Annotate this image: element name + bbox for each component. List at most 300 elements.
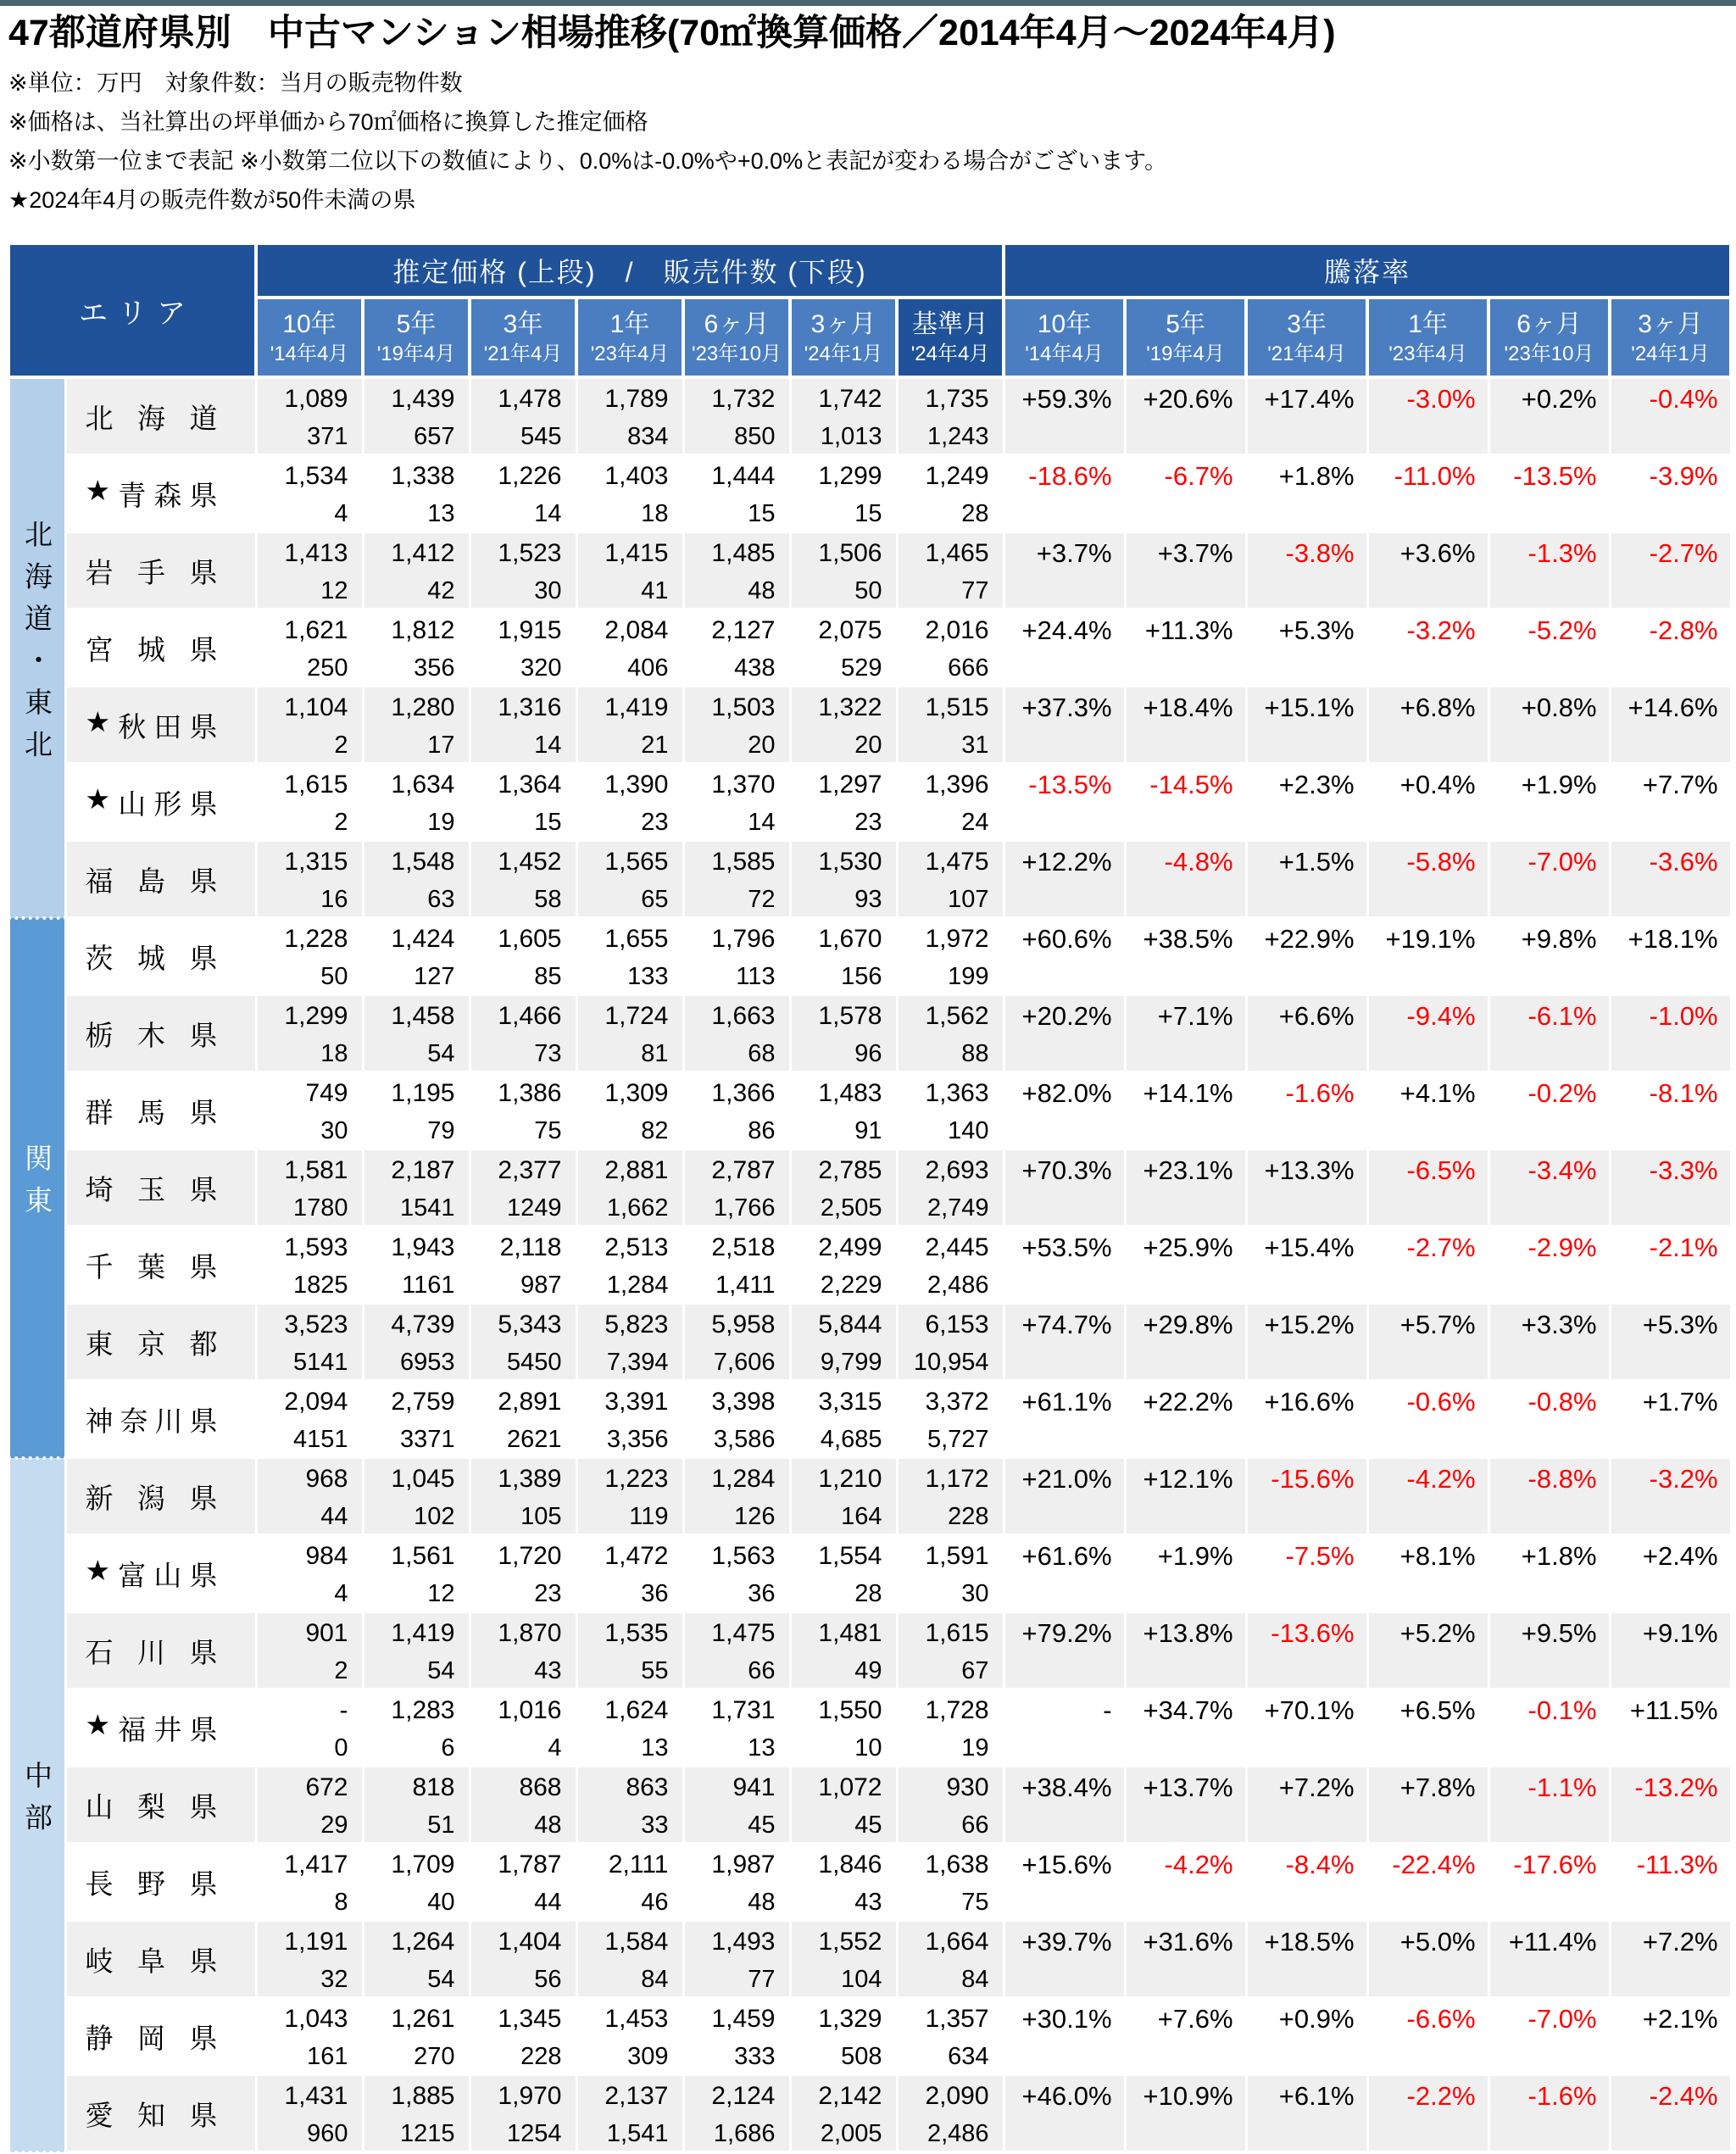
- rate-value: -18.6%: [1028, 461, 1112, 491]
- rate-value: -14.5%: [1149, 770, 1233, 799]
- price-count-cell: [683, 1227, 790, 1304]
- price-count-cell: [470, 1535, 576, 1612]
- price-count-cell: [683, 687, 790, 764]
- price-value: 1,453: [604, 2005, 669, 2033]
- rate-cell: [1367, 1535, 1488, 1612]
- price-count-cell: [576, 1072, 683, 1149]
- price-count-cell: [470, 764, 576, 841]
- price-value: 672: [305, 1773, 348, 1801]
- rate-value: +70.1%: [1264, 1695, 1355, 1725]
- prefecture-name-cell: [65, 1381, 256, 1458]
- price-column-header: [363, 298, 470, 377]
- listing-count: 19: [427, 809, 455, 836]
- price-count-cell: [363, 1844, 470, 1921]
- region-label: 中部: [21, 1761, 53, 1845]
- listing-count: 126: [734, 1503, 776, 1530]
- rate-value: -3.6%: [1649, 847, 1718, 877]
- price-value: 5,958: [711, 1311, 776, 1339]
- price-count-cell: [897, 455, 1004, 532]
- price-value: 4,739: [391, 1311, 455, 1339]
- prefecture-row: [8, 1458, 1731, 1535]
- price-count-cell: [470, 1921, 576, 1998]
- listing-count: 199: [948, 963, 989, 990]
- rate-value: -0.2%: [1527, 1078, 1597, 1108]
- price-count-cell: [897, 1458, 1004, 1535]
- price-count-cell: [470, 841, 576, 918]
- listing-count: 228: [520, 2043, 562, 2070]
- rate-value: +0.9%: [1278, 2004, 1355, 2034]
- rate-cell: [1125, 764, 1246, 841]
- price-value: 1,466: [498, 1002, 562, 1030]
- prefecture-name: 茨 城 県: [85, 942, 218, 974]
- prefecture-row: [8, 532, 1731, 609]
- listing-count: 54: [427, 1966, 455, 1993]
- column-date-label: '24年1月: [804, 342, 883, 365]
- price-count-cell: [576, 2075, 683, 2152]
- price-value: 3,391: [604, 1388, 669, 1416]
- prefecture-name: ★ 山 形 県: [85, 782, 218, 820]
- price-trend-table: [7, 242, 1733, 2154]
- price-value: 2,094: [284, 1388, 348, 1416]
- listing-count: 30: [534, 577, 562, 604]
- listing-count: 127: [414, 963, 455, 990]
- prefecture-row: [8, 995, 1731, 1072]
- prefecture-name: 愛 知 県: [85, 2099, 218, 2131]
- price-count-cell: [256, 1998, 363, 2075]
- price-value: 1,796: [711, 925, 776, 953]
- rate-value: -1.6%: [1527, 2081, 1597, 2111]
- rate-value: -22.4%: [1392, 1850, 1476, 1879]
- price-value: 1,638: [925, 1851, 989, 1878]
- price-value: 1,483: [818, 1079, 882, 1107]
- rate-cell: [1004, 1227, 1125, 1304]
- price-value: 1,415: [604, 539, 669, 567]
- listing-count: 987: [520, 1272, 562, 1299]
- rate-cell: [1488, 1998, 1610, 2075]
- listing-count: 67: [961, 1657, 989, 1684]
- price-value: 1,390: [604, 771, 669, 799]
- rate-value: -3.2%: [1649, 1464, 1718, 1494]
- listing-count: 1161: [402, 1272, 455, 1299]
- listing-count: 107: [948, 886, 989, 913]
- price-value: 2,513: [604, 1233, 669, 1261]
- rate-cell: [1610, 1458, 1731, 1535]
- listing-count: 13: [641, 1734, 669, 1762]
- rate-cell: [1004, 1072, 1125, 1149]
- price-value: 1,424: [391, 925, 455, 953]
- price-count-cell: [363, 687, 470, 764]
- price-column-header: [790, 298, 897, 377]
- rate-value: +34.7%: [1143, 1695, 1233, 1725]
- rate-value: -4.2%: [1164, 1850, 1233, 1879]
- rate-cell: [1004, 609, 1125, 687]
- listing-count: 657: [414, 423, 455, 450]
- price-value: 1,724: [604, 1002, 669, 1030]
- listing-count: 14: [748, 809, 776, 836]
- listing-count: 4151: [292, 1426, 348, 1453]
- price-value: 863: [626, 1773, 669, 1801]
- prefecture-name: 埼 玉 県: [85, 1173, 218, 1205]
- rate-cell: [1610, 1227, 1731, 1304]
- rate-cell: [1488, 1535, 1610, 1612]
- prefecture-row: [8, 609, 1731, 687]
- price-value: 1,089: [284, 385, 348, 413]
- rate-cell: [1246, 841, 1367, 918]
- listing-count: 10: [854, 1734, 882, 1762]
- rate-value: -0.1%: [1527, 1695, 1597, 1725]
- rate-value: +12.1%: [1143, 1464, 1233, 1494]
- rate-cell: [1367, 455, 1488, 532]
- listing-count: 1,766: [713, 1194, 776, 1222]
- price-count-cell: [897, 841, 1004, 918]
- rate-cell: [1367, 1921, 1488, 1998]
- rate-cell: [1610, 1072, 1731, 1149]
- listing-count: 634: [948, 2043, 989, 2070]
- price-count-cell: [790, 1227, 897, 1304]
- price-value: 5,823: [604, 1311, 669, 1339]
- top-bar: [0, 0, 1736, 6]
- price-count-cell: [363, 1612, 470, 1689]
- listing-count: 82: [641, 1117, 669, 1144]
- listing-count: 24: [961, 809, 989, 836]
- price-column-header: [897, 298, 1004, 377]
- rate-cell: [1125, 1381, 1246, 1458]
- price-column-header: [256, 298, 363, 377]
- rate-cell: [1367, 918, 1488, 995]
- rate-cell: [1004, 687, 1125, 764]
- price-count-cell: [363, 1458, 470, 1535]
- listing-count: 77: [961, 577, 989, 604]
- listing-count: 30: [320, 1117, 348, 1144]
- price-value: 2,759: [391, 1388, 455, 1416]
- rate-cell: [1004, 1458, 1125, 1535]
- listing-count: 3,356: [606, 1426, 669, 1453]
- listing-count: 75: [961, 1889, 989, 1916]
- listing-count: 2,505: [820, 1194, 882, 1222]
- price-count-cell: [576, 1381, 683, 1458]
- table-body: [8, 377, 1731, 2152]
- listing-count: 15: [854, 500, 882, 527]
- prefecture-row: [8, 1149, 1731, 1227]
- rate-value: +46.0%: [1021, 2081, 1112, 2111]
- price-value: 1,615: [284, 771, 348, 799]
- price-count-cell: [897, 764, 1004, 841]
- listing-count: 79: [427, 1117, 455, 1144]
- price-count-cell: [790, 1381, 897, 1458]
- price-count-cell: [470, 532, 576, 609]
- rate-value: +38.4%: [1021, 1773, 1112, 1802]
- rate-value: +19.1%: [1385, 924, 1476, 954]
- rate-cell: [1367, 377, 1488, 455]
- rate-value: +82.0%: [1021, 1078, 1112, 1108]
- rate-column-header: [1610, 298, 1731, 377]
- price-count-cell: [576, 841, 683, 918]
- table-header: [8, 243, 1731, 377]
- rate-cell: [1246, 2075, 1367, 2152]
- price-count-cell: [790, 1149, 897, 1227]
- rate-cell: [1610, 377, 1731, 455]
- price-value: 1,970: [498, 2082, 562, 2110]
- prefecture-name: 福 島 県: [85, 865, 218, 897]
- rate-cell: [1125, 841, 1246, 918]
- rate-cell: [1004, 995, 1125, 1072]
- listing-count: 2,486: [926, 2120, 989, 2147]
- price-count-cell: [790, 1998, 897, 2075]
- rate-cell: [1004, 764, 1125, 841]
- rate-column-header: [1488, 298, 1610, 377]
- prefecture-name-cell: [65, 455, 256, 532]
- rate-cell: [1246, 609, 1367, 687]
- price-count-cell: [576, 1458, 683, 1535]
- rate-cell: [1610, 1998, 1731, 2075]
- rate-cell: [1488, 1227, 1610, 1304]
- listing-count: 86: [748, 1117, 776, 1144]
- listing-count: 0: [334, 1734, 348, 1762]
- price-count-cell: [576, 1227, 683, 1304]
- rate-value: +9.8%: [1521, 924, 1597, 954]
- rate-value: +1.7%: [1642, 1387, 1718, 1417]
- listing-count: 36: [641, 1580, 669, 1607]
- rate-column-header: [1125, 298, 1246, 377]
- rate-value: -: [1103, 1695, 1112, 1725]
- rate-cell: [1004, 1998, 1125, 2075]
- price-count-cell: [363, 1767, 470, 1844]
- rate-value: +6.1%: [1278, 2081, 1355, 2111]
- price-value: 2,016: [925, 616, 989, 644]
- price-value: 1,534: [284, 462, 348, 490]
- listing-count: 5450: [506, 1349, 562, 1376]
- listing-count: 66: [961, 1812, 989, 1839]
- rate-value: +9.5%: [1521, 1618, 1597, 1648]
- rate-cell: [1125, 1227, 1246, 1304]
- price-value: 1,297: [818, 771, 882, 799]
- prefecture-name: 神 奈 川 県: [85, 1405, 218, 1437]
- listing-count: 29: [320, 1812, 348, 1839]
- rate-value: -13.2%: [1634, 1773, 1718, 1802]
- rate-value: +10.9%: [1143, 2081, 1233, 2111]
- price-count-cell: [790, 841, 897, 918]
- listing-count: 1541: [399, 1194, 455, 1222]
- rate-cell: [1367, 1689, 1488, 1767]
- price-value: 1,493: [711, 1928, 776, 1956]
- rate-cell: [1488, 532, 1610, 609]
- price-value: 1,329: [818, 2005, 882, 2033]
- prefecture-name-cell: [65, 377, 256, 455]
- listing-count: 44: [320, 1503, 348, 1530]
- rate-value: +18.5%: [1264, 1927, 1355, 1956]
- rate-value: +2.4%: [1642, 1541, 1718, 1571]
- price-count-cell: [470, 1767, 576, 1844]
- rate-cell: [1004, 2075, 1125, 2152]
- prefecture-row: [8, 1998, 1731, 2075]
- price-count-cell: [897, 1612, 1004, 1689]
- price-value: 2,124: [711, 2082, 776, 2110]
- rate-value: -2.8%: [1649, 615, 1718, 645]
- rate-value: -3.4%: [1527, 1155, 1597, 1185]
- price-count-cell: [897, 532, 1004, 609]
- price-count-cell: [470, 687, 576, 764]
- price-count-cell: [683, 995, 790, 1072]
- rate-cell: [1004, 455, 1125, 532]
- prefecture-row: [8, 1921, 1731, 1998]
- rate-cell: [1367, 1381, 1488, 1458]
- listing-count: 48: [748, 577, 776, 604]
- rate-cell: [1488, 1612, 1610, 1689]
- price-count-cell: [790, 1535, 897, 1612]
- rate-value: -2.2%: [1406, 2081, 1476, 2111]
- rate-cell: [1125, 1458, 1246, 1535]
- price-count-cell: [897, 1535, 1004, 1612]
- rate-value: +25.9%: [1143, 1233, 1233, 1262]
- price-value: 1,249: [925, 462, 989, 490]
- rate-value: +59.3%: [1021, 384, 1112, 414]
- price-count-cell: [576, 1149, 683, 1227]
- price-value: 1,563: [711, 1542, 776, 1570]
- price-count-cell: [256, 1149, 363, 1227]
- listing-count: 44: [534, 1889, 562, 1916]
- column-date-label: '24年4月: [910, 342, 990, 365]
- rate-value: -2.4%: [1649, 2081, 1718, 2111]
- region-group-cell: [8, 918, 65, 1458]
- price-count-cell: [576, 532, 683, 609]
- price-value: 1,605: [498, 925, 562, 953]
- price-value: 2,118: [499, 1233, 562, 1261]
- listing-count: 50: [854, 577, 882, 604]
- price-value: 1,591: [925, 1542, 989, 1570]
- price-count-cell: [363, 2075, 470, 2152]
- listing-count: 20: [854, 732, 882, 759]
- price-value: 1,870: [498, 1619, 562, 1647]
- price-value: 1,452: [498, 848, 562, 876]
- rate-cell: [1004, 918, 1125, 995]
- price-value: 3,372: [925, 1388, 989, 1416]
- rate-value: +20.2%: [1021, 1001, 1112, 1031]
- listing-count: 56: [534, 1966, 562, 1993]
- prefecture-name-cell: [65, 841, 256, 918]
- price-count-cell: [363, 1535, 470, 1612]
- price-value: 1,322: [818, 693, 882, 721]
- rate-cell: [1367, 1998, 1488, 2075]
- listing-count: 156: [841, 963, 882, 990]
- price-count-cell: [897, 1381, 1004, 1458]
- rate-cell: [1610, 455, 1731, 532]
- price-value: 2,693: [925, 1156, 989, 1184]
- price-value: 1,370: [711, 771, 776, 799]
- rate-cell: [1488, 1767, 1610, 1844]
- rate-value: +6.8%: [1399, 693, 1476, 722]
- price-count-cell: [363, 1921, 470, 1998]
- price-value: 2,377: [498, 1156, 562, 1184]
- price-value: 1,812: [391, 616, 455, 644]
- rate-value: +5.0%: [1399, 1927, 1476, 1956]
- price-value: 1,417: [284, 1851, 348, 1878]
- column-date-label: '24年1月: [1631, 342, 1710, 365]
- listing-count: 4: [334, 1580, 348, 1607]
- prefecture-name: 岐 阜 県: [85, 1945, 218, 1977]
- price-value: 5,844: [818, 1311, 882, 1339]
- rate-value: +17.4%: [1264, 384, 1355, 414]
- listing-count: 23: [854, 809, 882, 836]
- listing-count: 48: [534, 1812, 562, 1839]
- price-value: 1,413: [284, 539, 348, 567]
- listing-count: 43: [854, 1889, 882, 1916]
- price-count-cell: [790, 1612, 897, 1689]
- listing-count: 1825: [292, 1272, 348, 1299]
- price-count-cell: [576, 995, 683, 1072]
- price-value: 1,264: [391, 1928, 455, 1956]
- price-value: 1,943: [391, 1233, 455, 1261]
- price-value: 1,585: [711, 848, 776, 876]
- price-count-cell: [683, 918, 790, 995]
- rate-cell: [1125, 995, 1246, 1072]
- listing-count: 113: [736, 963, 776, 990]
- rate-cell: [1610, 918, 1731, 995]
- price-value: 1,885: [391, 2082, 455, 2110]
- prefecture-row: [8, 1767, 1731, 1844]
- listing-count: 32: [320, 1966, 348, 1993]
- price-value: 1,787: [498, 1851, 562, 1878]
- column-period-label: 基準月: [912, 310, 989, 338]
- price-count-cell: [790, 1458, 897, 1535]
- price-value: 1,016: [498, 1696, 562, 1724]
- column-period-label: 10年: [1037, 310, 1092, 338]
- price-count-cell: [897, 1072, 1004, 1149]
- prefecture-name: 岩 手 県: [85, 556, 218, 588]
- price-count-cell: [897, 377, 1004, 455]
- prefecture-name-cell: [65, 1458, 256, 1535]
- price-count-cell: [576, 1844, 683, 1921]
- rate-value: -9.4%: [1406, 1001, 1476, 1031]
- price-column-header: [576, 298, 683, 377]
- price-value: 1,550: [818, 1696, 882, 1724]
- rate-value: +14.6%: [1628, 693, 1718, 722]
- rate-value: -1.6%: [1285, 1078, 1355, 1108]
- listing-count: 10,954: [913, 1349, 989, 1376]
- listing-count: 45: [854, 1812, 882, 1839]
- rate-cell: [1367, 1072, 1488, 1149]
- rate-value: -3.2%: [1406, 615, 1476, 645]
- listing-count: 63: [427, 886, 455, 913]
- rate-value: -11.3%: [1636, 1850, 1718, 1879]
- price-value: 1,584: [604, 1928, 669, 1956]
- price-value: 1,670: [818, 925, 882, 953]
- region-group-cell: [8, 377, 65, 918]
- price-value: 941: [732, 1773, 776, 1801]
- price-value: 2,084: [604, 616, 669, 644]
- rate-column-header: [1004, 298, 1125, 377]
- rate-value: +18.4%: [1143, 693, 1233, 722]
- rate-cell: [1488, 1304, 1610, 1381]
- price-value: 1,615: [925, 1619, 989, 1647]
- rate-value: -1.3%: [1527, 538, 1597, 568]
- column-date-label: '21年4月: [1267, 342, 1346, 365]
- price-count-cell: [683, 609, 790, 687]
- price-value: 1,663: [711, 1002, 776, 1030]
- rate-cell: [1367, 995, 1488, 1072]
- price-count-cell: [256, 1921, 363, 1998]
- rate-cell: [1488, 1458, 1610, 1535]
- prefecture-row: [8, 1612, 1731, 1689]
- listing-count: 356: [414, 654, 455, 682]
- price-count-cell: [897, 995, 1004, 1072]
- price-value: 1,403: [604, 462, 669, 490]
- price-count-cell: [790, 377, 897, 455]
- price-count-cell: [363, 1381, 470, 1458]
- prefecture-name-cell: [65, 1072, 256, 1149]
- note-unit: ※単位：万円 対象件数：当月の販売物件数: [8, 70, 463, 96]
- rate-cell: [1004, 1767, 1125, 1844]
- column-period-label: 5年: [396, 310, 437, 338]
